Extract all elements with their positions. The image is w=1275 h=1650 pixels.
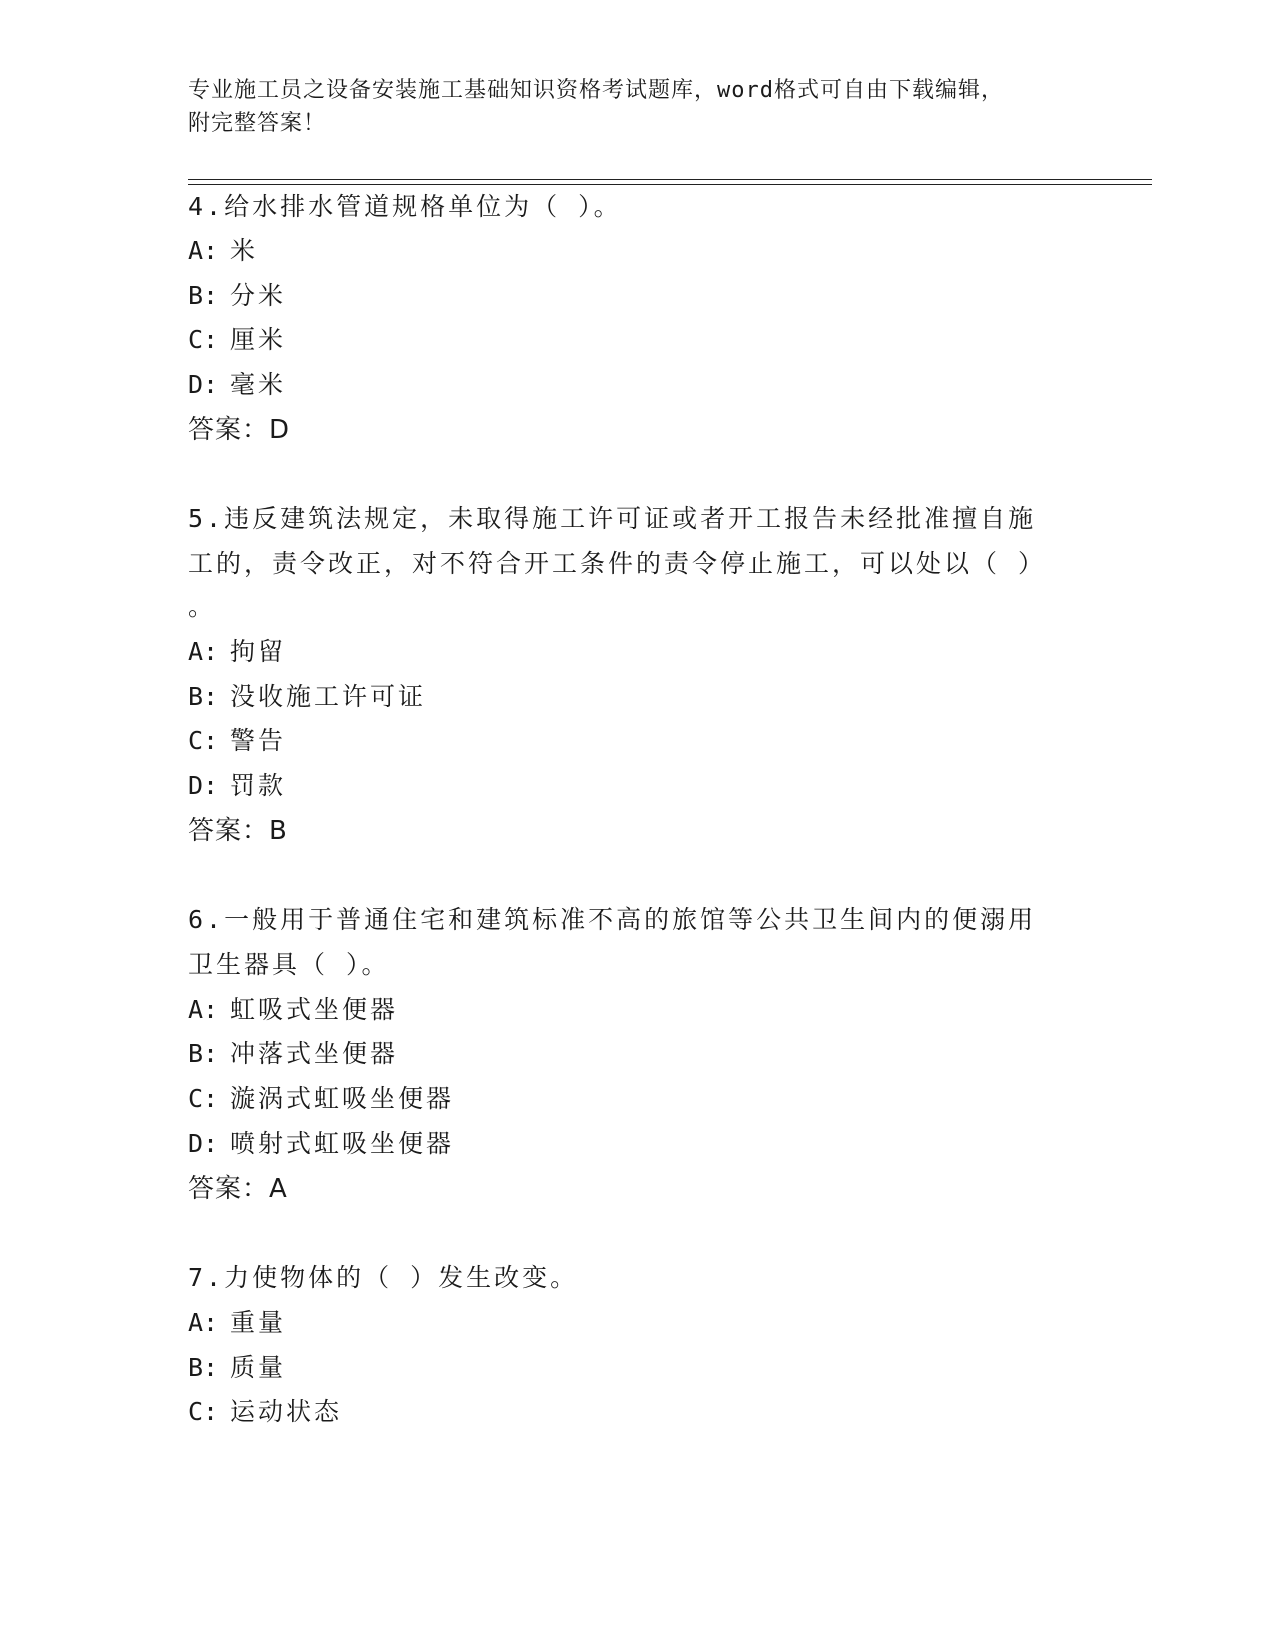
question-4-answer: 答案：D: [188, 415, 291, 445]
question-5-stem-line-1: 5.违反建筑法规定，未取得施工许可证或者开工报告未经批准擅自施: [188, 504, 1037, 533]
option-label: A:: [188, 637, 219, 666]
option-label: D:: [188, 370, 219, 399]
option-text: 虹吸式坐便器: [230, 995, 399, 1024]
option-label: C:: [188, 325, 219, 354]
question-6-option-c: [188, 1084, 454, 1114]
question-7-stem: 7.力使物体的（ ）发生改变。: [188, 1263, 579, 1292]
question-6-answer: 答案：A: [188, 1174, 288, 1204]
question-4-option-b: [188, 281, 286, 311]
question-4-stem: 4.给水排水管道规格单位为（ ）。: [188, 192, 622, 221]
question-6-option-b: [188, 1039, 398, 1069]
option-label: B:: [188, 1353, 219, 1382]
option-text: 质量: [230, 1353, 287, 1382]
option-text: 运动状态: [230, 1397, 343, 1426]
option-label: C:: [188, 726, 219, 755]
option-text: 罚款: [230, 771, 287, 800]
header-line-1: 专业施工员之设备安装施工基础知识资格考试题库，word格式可自由下载编辑，: [188, 78, 1004, 103]
option-label: C:: [188, 1084, 219, 1113]
option-label: A:: [188, 995, 219, 1024]
option-text: 漩涡式虹吸坐便器: [230, 1084, 455, 1113]
question-5-option-b: [188, 682, 426, 712]
question-6-stem-line-2: 卫生器具（ ）。: [188, 950, 390, 979]
option-text: 冲落式坐便器: [230, 1039, 399, 1068]
question-6-option-d: [188, 1129, 454, 1159]
question-4-option-c: [188, 325, 286, 355]
option-text: 米: [230, 236, 259, 265]
question-5-answer: 答案：B: [188, 816, 288, 846]
option-label: B:: [188, 682, 219, 711]
header-divider-top: [188, 179, 1152, 180]
option-label: A:: [188, 1308, 219, 1337]
option-label: D:: [188, 1129, 219, 1158]
question-6-stem-line-1: 6.一般用于普通住宅和建筑标准不高的旅馆等公共卫生间内的便溺用: [188, 905, 1037, 934]
option-text: 喷射式虹吸坐便器: [230, 1129, 455, 1158]
option-label: B:: [188, 1039, 219, 1068]
question-7-option-c: [188, 1397, 342, 1427]
question-5-stem-line-2: 工的，责令改正，对不符合开工条件的责令停止施工，可以处以（ ）: [188, 549, 1047, 578]
question-7-option-b: [188, 1353, 286, 1383]
document-header: [188, 74, 1088, 140]
option-text: 没收施工许可证: [230, 682, 427, 711]
question-5-option-c: [188, 726, 286, 756]
question-5-option-a: [188, 637, 286, 667]
option-label: D:: [188, 771, 219, 800]
option-text: 重量: [230, 1308, 287, 1337]
option-text: 分米: [230, 281, 287, 310]
option-text: 警告: [230, 726, 287, 755]
option-text: 厘米: [230, 325, 287, 354]
option-text: 拘留: [230, 637, 287, 666]
question-4-option-d: [188, 370, 286, 400]
header-line-2: 附完整答案！: [188, 111, 327, 136]
option-text: 毫米: [230, 370, 287, 399]
header-divider-bottom: [188, 184, 1152, 185]
question-5-stem-line-3: 。: [188, 592, 217, 621]
question-4-option-a: [188, 236, 258, 266]
option-label: C:: [188, 1397, 219, 1426]
option-label: B:: [188, 281, 219, 310]
question-5-option-d: [188, 771, 286, 801]
question-7-option-a: [188, 1308, 286, 1338]
question-6-option-a: [188, 995, 398, 1025]
option-label: A:: [188, 236, 219, 265]
